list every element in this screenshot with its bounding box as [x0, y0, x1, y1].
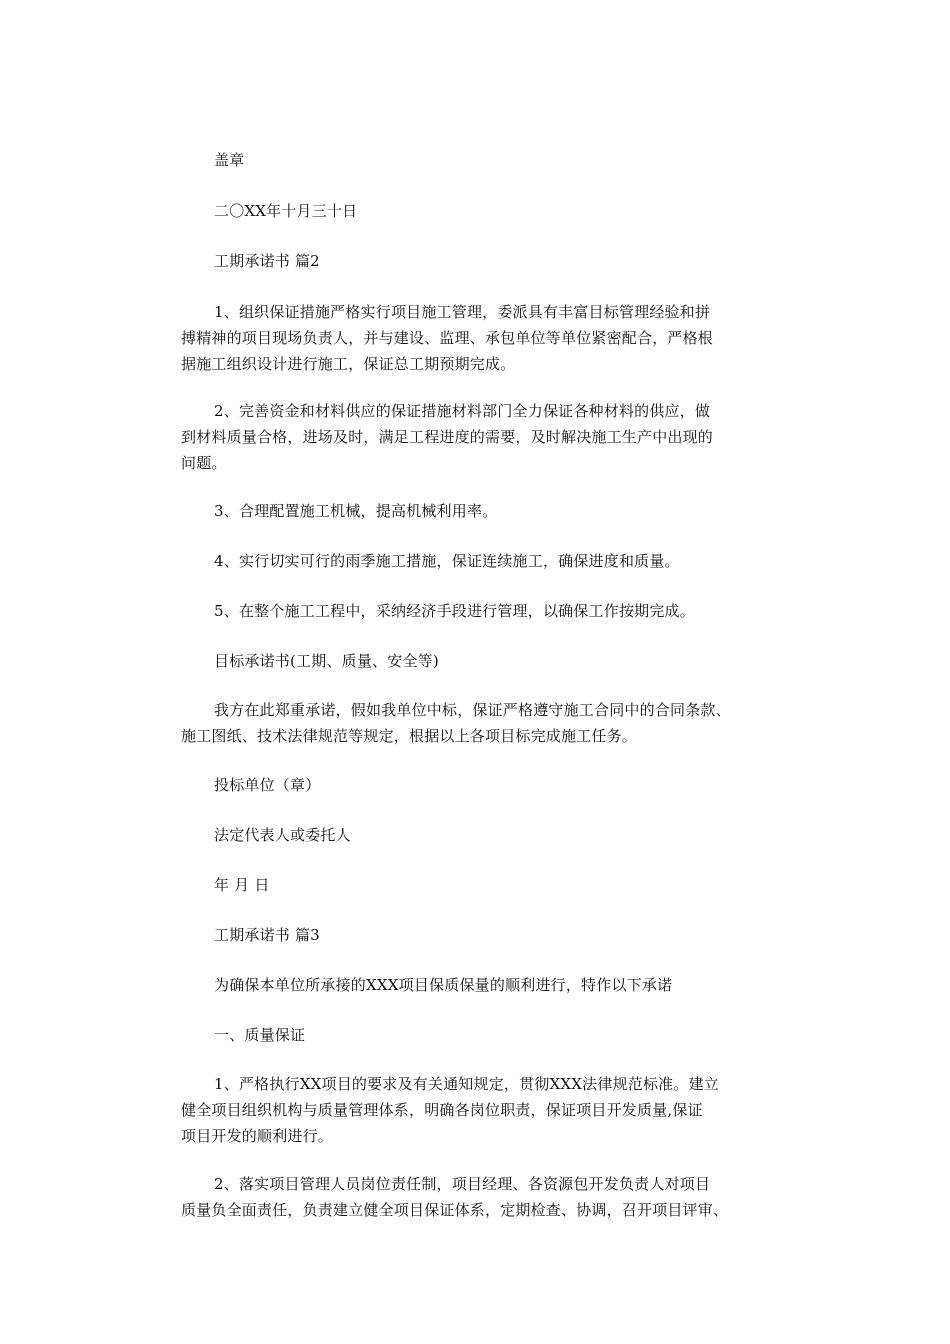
date-line — [181, 872, 781, 898]
text-line: 盖章 — [214, 151, 245, 169]
section-heading — [181, 648, 781, 674]
text-line: 年 月 日 — [214, 876, 270, 894]
text-line: 为确保本单位所承接的XXX项目保质保量的顺利进行，特作以下承诺 — [214, 976, 673, 994]
stamp-line — [181, 147, 781, 173]
text-line: 3、合理配置施工机械，提高机械利用率。 — [214, 502, 498, 520]
text-line: 5、在整个施工工程中，采纳经济手段进行管理，以确保工作按期完成。 — [214, 602, 695, 620]
body-paragraph — [181, 697, 781, 749]
text-line: 二〇XX年十月三十日 — [214, 202, 358, 220]
text-line: 工期承诺书 篇3 — [214, 926, 320, 944]
text-line: 健全项目组织机构与质量管理体系，明确各岗位职责，保证项目开发质量,保证 — [181, 1101, 703, 1119]
text-line: 搏精神的项目现场负责人，并与建设、监理、承包单位等单位紧密配合，严格根 — [181, 329, 714, 347]
section-heading — [181, 922, 781, 948]
text-line: 1、严格执行XX项目的要求及有关通知规定，贯彻XXX法律规范标准。建立 — [214, 1075, 719, 1093]
body-paragraph — [181, 598, 781, 624]
signature-line — [181, 772, 781, 798]
date-line — [181, 198, 781, 224]
text-line: 投标单位（章） — [214, 776, 321, 794]
text-line: 2、完善资金和材料供应的保证措施材料部门全力保证各种材料的供应，做 — [214, 402, 711, 420]
subsection-heading — [181, 1022, 781, 1048]
section-heading — [181, 248, 781, 274]
body-paragraph — [181, 498, 781, 524]
text-line: 一、质量保证 — [214, 1026, 306, 1044]
text-line: 施工图纸、技术法律规范等规定，根据以上各项目标完成施工任务。 — [181, 727, 638, 745]
text-line: 2、落实项目管理人员岗位责任制，项目经理、各资源包开发负责人对项目 — [214, 1175, 711, 1193]
text-line: 法定代表人或委托人 — [214, 826, 351, 844]
text-line: 我方在此郑重承诺，假如我单位中标，保证严格遵守施工合同中的合同条款、 — [214, 701, 731, 719]
text-line: 目标承诺书(工期、质量、安全等) — [214, 652, 439, 670]
body-paragraph — [181, 1071, 781, 1149]
body-paragraph — [181, 972, 781, 998]
body-paragraph — [181, 398, 781, 476]
text-line: 项目开发的顺利进行。 — [181, 1127, 334, 1145]
text-line: 工期承诺书 篇2 — [214, 252, 320, 270]
text-line: 1、组织保证措施严格实行项目施工管理，委派具有丰富目标管理经验和拼 — [214, 303, 711, 321]
text-line: 问题。 — [181, 454, 227, 472]
signature-line — [181, 822, 781, 848]
text-line: 质量负全面责任，负责建立健全项目保证体系，定期检查、协调，召开项目评审、 — [181, 1201, 729, 1219]
body-paragraph — [181, 299, 781, 377]
text-line: 据施工组织设计进行施工，保证总工期预期完成。 — [181, 355, 516, 373]
body-paragraph — [181, 548, 781, 574]
body-paragraph — [181, 1171, 781, 1223]
text-line: 4、实行切实可行的雨季施工措施，保证连续施工，确保进度和质量。 — [214, 552, 680, 570]
text-line: 到材料质量合格，进场及时，满足工程进度的需要，及时解决施工生产中出现的 — [181, 428, 714, 446]
